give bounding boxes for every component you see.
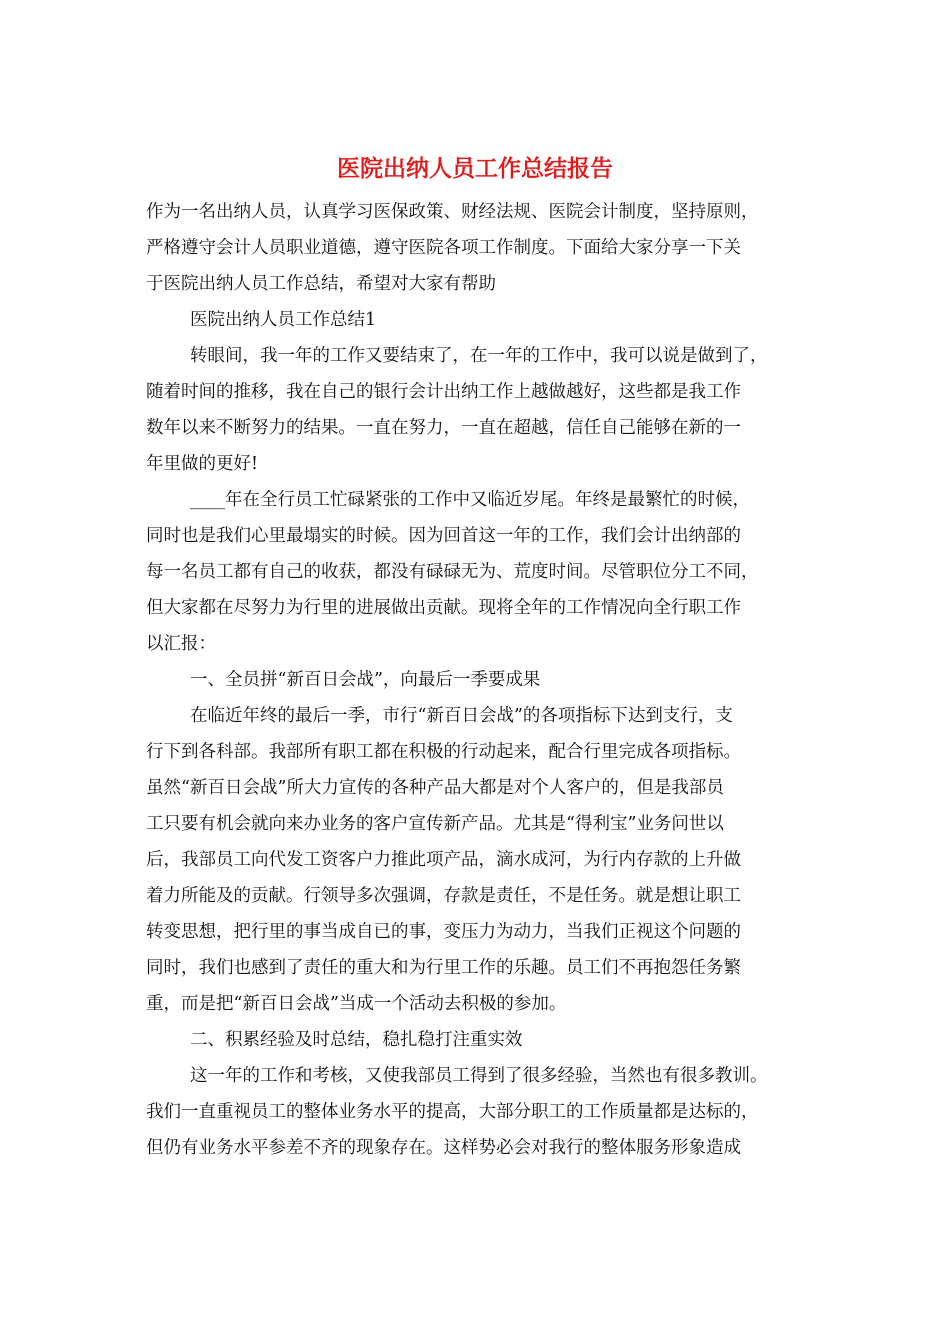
text-line: 虽然“新百日会战”所大力宣传的各种产品大都是对个人客户的，但是我部员: [146, 778, 724, 798]
text-line: 二、积累经验及时总结，稳扎稳打注重实效: [190, 1030, 523, 1050]
document-body: [146, 194, 836, 1166]
text-line: 我们一直重视员工的整体业务水平的提高，大部分职工的工作质量都是达标的，: [146, 1102, 759, 1122]
text-line: 这一年的工作和考核，又使我部员工得到了很多经验，当然也有很多教训。: [190, 1066, 768, 1086]
text-line: 年里做的更好!: [146, 454, 259, 474]
text-line: 后，我部员工向代发工资客户力推此项产品，滴水成河，为行内存款的上升做: [146, 850, 741, 870]
text-line: ____年在全行员工忙碌紧张的工作中又临近岁尾。年终是最繁忙的时候，: [190, 490, 750, 510]
text-line: 数年以来不断努力的结果。一直在努力，一直在超越，信任自己能够在新的一: [146, 418, 741, 438]
text-line: 医院出纳人员工作总结1: [190, 310, 377, 330]
text-line: 以汇报：: [146, 634, 216, 654]
text-line: 同时也是我们心里最塌实的时候。因为回首这一年的工作，我们会计出纳部的: [146, 526, 741, 546]
text-line: 在临近年终的最后一季，市行“新百日会战”的各项指标下达到支行，支: [190, 706, 733, 726]
text-line: 随着时间的推移，我在自己的银行会计出纳工作上越做越好，这些都是我工作: [146, 382, 741, 402]
text-line: 行下到各科部。我部所有职工都在积极的行动起来，配合行里完成各项指标。: [146, 742, 741, 762]
text-line: 着力所能及的贡献。行领导多次强调，存款是责任，不是任务。就是想让职工: [146, 886, 741, 906]
text-line: 一、全员拼“新百日会战”，向最后一季要成果: [190, 670, 541, 690]
text-line: 但仍有业务水平参差不齐的现象存在。这样势必会对我行的整体服务形象造成: [146, 1138, 741, 1158]
text-line: 每一名员工都有自己的收获，都没有碌碌无为、荒度时间。尽管职位分工不同，: [146, 562, 759, 582]
text-line: 重，而是把“新百日会战”当成一个活动去积极的参加。: [146, 994, 567, 1014]
text-line: 同时，我们也感到了责任的重大和为行里工作的乐趣。员工们不再抱怨任务繁: [146, 958, 741, 978]
text-line: 但大家都在尽努力为行里的进展做出贡献。现将全年的工作情况向全行职工作: [146, 598, 741, 618]
text-line: 工只要有机会就向来办业务的客户宣传新产品。尤其是“得利宝”业务问世以: [146, 814, 724, 834]
text-line: 转变思想，把行里的事当成自已的事，变压力为动力，当我们正视这个问题的: [146, 922, 741, 942]
text-line: 于医院出纳人员工作总结，希望对大家有帮助: [146, 274, 496, 294]
text-line: 严格遵守会计人员职业道德，遵守医院各项工作制度。下面给大家分享一下关: [146, 238, 741, 258]
text-line: 转眼间，我一年的工作又要结束了，在一年的工作中，我可以说是做到了，: [190, 346, 768, 366]
document-title: 医院出纳人员工作总结报告: [337, 155, 613, 182]
text-line: 作为一名出纳人员，认真学习医保政策、财经法规、医院会计制度，坚持原则，: [146, 202, 759, 222]
